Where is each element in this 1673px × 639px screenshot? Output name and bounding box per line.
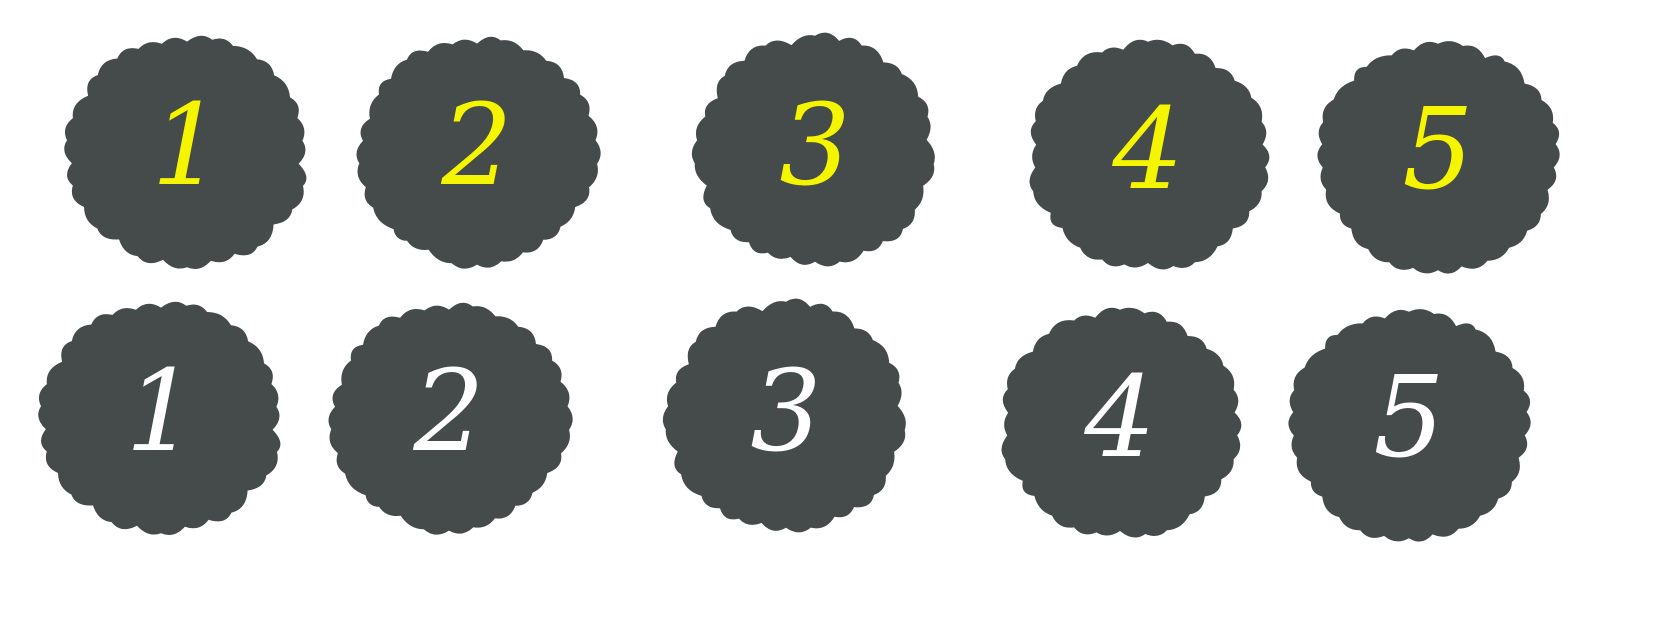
- badge-number: 4: [1112, 85, 1184, 215]
- badge-number: 2: [413, 347, 485, 477]
- number-badge-2: [342, 22, 612, 282]
- badge-number: 1: [151, 81, 223, 211]
- badge-row-yellow: [0, 0, 1673, 300]
- badge-number: 1: [125, 347, 197, 477]
- badge-row-white: [0, 288, 1673, 588]
- badge-number: 3: [750, 347, 822, 477]
- number-badge-3: [651, 288, 921, 548]
- number-badge-5: [1303, 26, 1573, 286]
- badge-number: 5: [1402, 85, 1474, 215]
- number-badge-4: [985, 294, 1255, 554]
- number-badge-1: [26, 288, 296, 548]
- number-badge-2: [314, 288, 584, 548]
- number-badge-1: [52, 22, 322, 282]
- number-badge-4: [1013, 26, 1283, 286]
- badge-number: 3: [779, 81, 851, 211]
- badge-number: 4: [1084, 353, 1156, 483]
- number-badge-5: [1274, 294, 1544, 554]
- number-badge-3: [680, 22, 950, 282]
- badge-number: 5: [1373, 353, 1445, 483]
- badge-number: 2: [441, 81, 513, 211]
